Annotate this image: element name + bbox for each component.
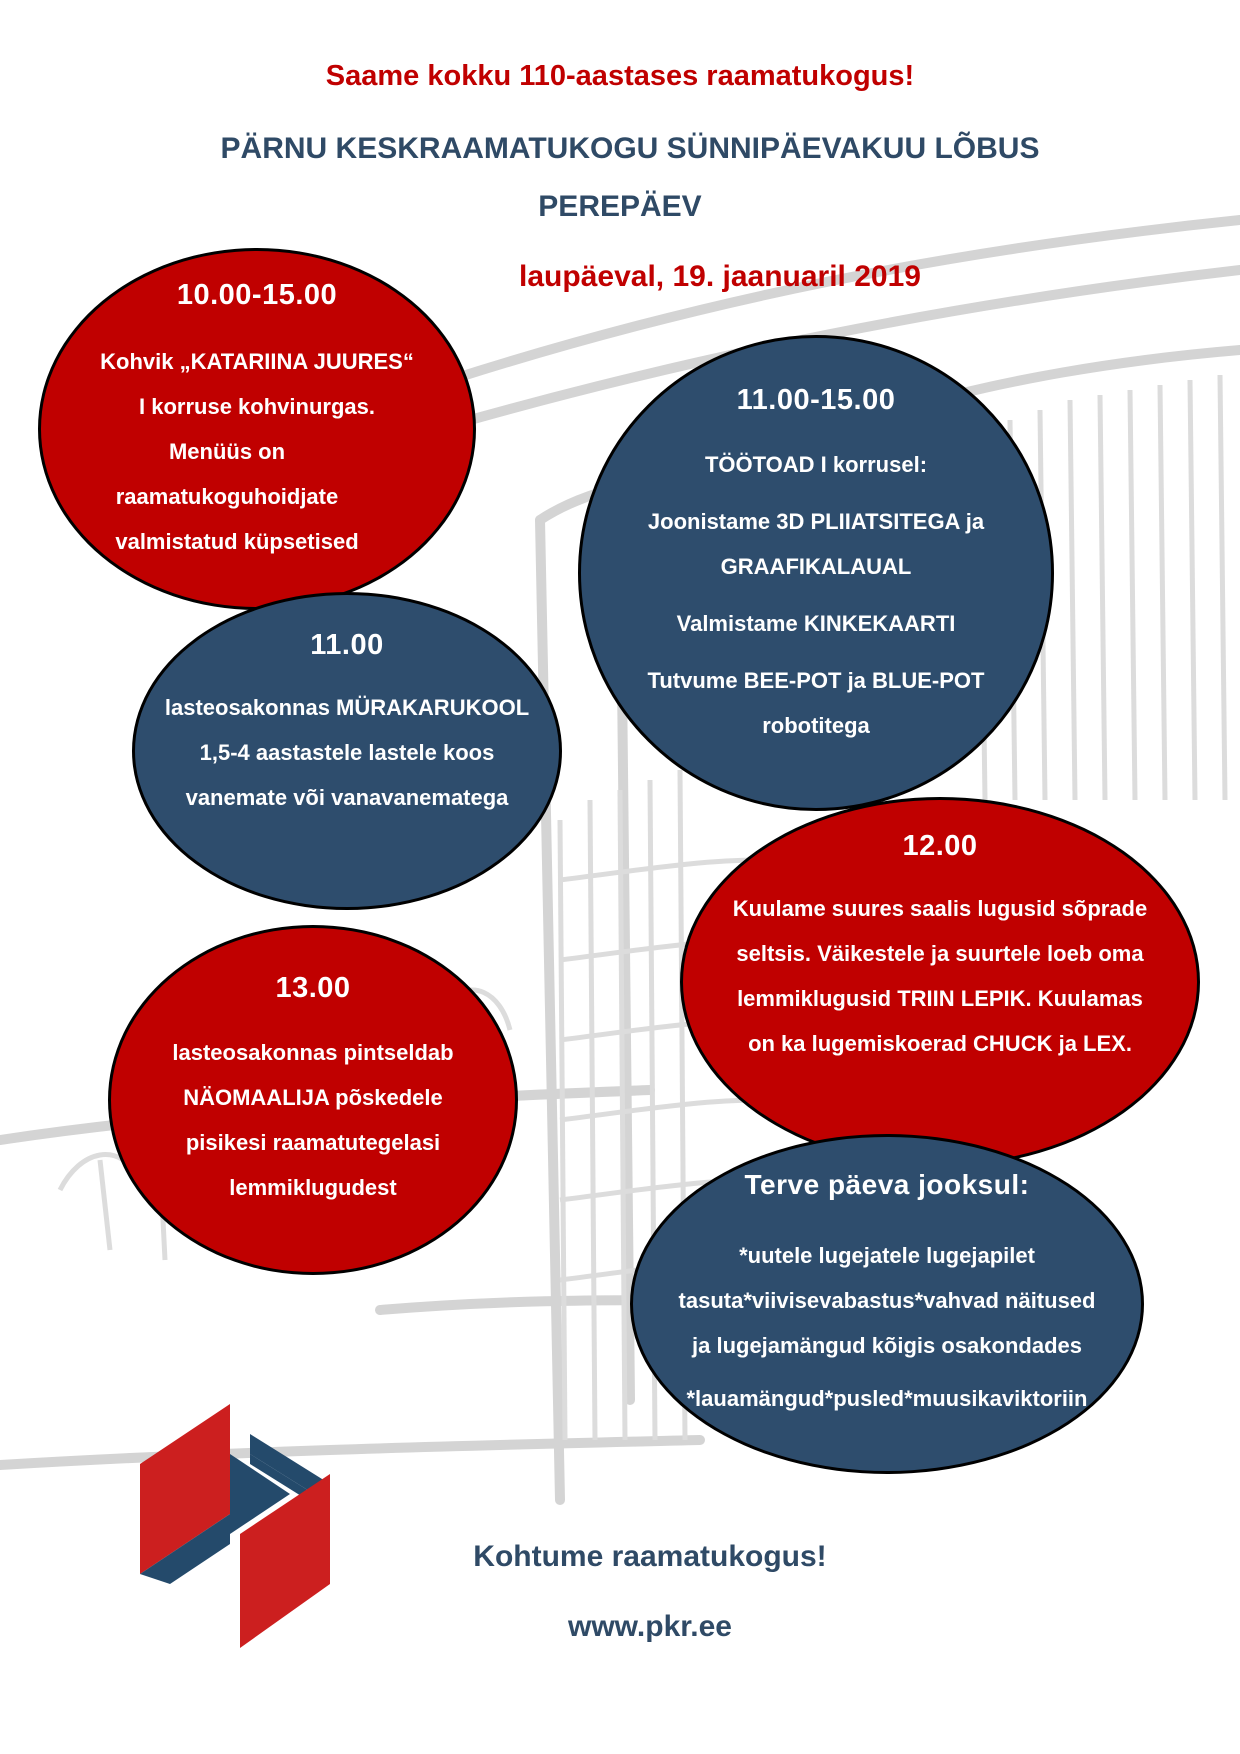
event-bubble-stories (680, 797, 1200, 1167)
event-details (111, 1030, 515, 1210)
event-line: Valmistame KINKEKAARTI (676, 611, 956, 636)
event-line: *uutele lugejatele lugejapilet (739, 1243, 1035, 1268)
event-bubble-murakarukool (132, 592, 562, 910)
event-line: vanemate või vanavanematega (185, 785, 509, 810)
event-time: Terve päeva jooksul: (744, 1169, 1030, 1200)
event-bubble-face-paint (108, 925, 518, 1275)
event-line: Tutvume BEE-POT ja BLUE-POT (647, 668, 985, 693)
event-line: lasteosakonnas MÜRAKARUKOOL (164, 695, 530, 720)
event-time: 12.00 (902, 830, 978, 862)
page-title-line1: PÄRNU KESKRAAMATUKOGU SÜNNIPÄEVAKUU LÕBUS (220, 132, 1040, 165)
event-details (633, 1233, 1141, 1421)
event-line: tasuta*viivisevabastus*vahvad näitused (678, 1288, 1096, 1313)
event-line: I korruse kohvinurgas. (139, 394, 375, 419)
event-line: Joonistame 3D PLIIATSITEGA ja (647, 509, 985, 534)
event-line: *lauamängud*pusled*muusikaviktoriin (686, 1386, 1088, 1411)
event-line: Kuulame suures saalis lugusid sõprade (732, 896, 1148, 921)
event-bubble-cafe (38, 248, 476, 610)
event-details (581, 442, 1051, 748)
event-bubble-all-day (630, 1134, 1144, 1474)
event-line: GRAAFIKALAUAL (720, 554, 912, 579)
event-time: 13.00 (275, 972, 351, 1004)
event-time: 11.00 (310, 629, 384, 661)
event-time: 11.00-15.00 (736, 384, 896, 416)
event-line: lasteosakonnas pintseldab (172, 1040, 454, 1065)
event-line: raamatukoguhoidjate (115, 484, 339, 509)
event-line: Kohvik „KATARIINA JUURES“ (100, 349, 414, 374)
event-line: NÄOMAALIJA põskedele (183, 1085, 443, 1110)
event-line: seltsis. Väikestele ja suurtele loeb oma (736, 941, 1144, 966)
event-line: Menüüs on (168, 439, 286, 464)
event-details (41, 339, 473, 564)
event-details (683, 886, 1197, 1066)
tagline: Saame kokku 110-aastases raamatukogus! (325, 60, 915, 92)
event-line: lemmiklugudest (229, 1175, 397, 1200)
event-details (135, 685, 559, 820)
event-line: on ka lugemiskoerad CHUCK ja LEX. (748, 1031, 1132, 1056)
page-title-line2: PEREPÄEV (538, 190, 702, 223)
event-line: valmistatud küpsetised (115, 529, 359, 554)
event-time: 10.00-15.00 (176, 279, 338, 311)
event-line: TÖÖTOAD I korrusel: (704, 452, 928, 477)
event-bubble-workshops (578, 335, 1054, 811)
website-link[interactable]: www.pkr.ee (568, 1610, 732, 1643)
event-line: ja lugejamängud kõigis osakondades (692, 1333, 1082, 1358)
event-line: robotitega (762, 713, 870, 738)
event-date: laupäeval, 19. jaanuaril 2019 (519, 260, 921, 293)
event-line: 1,5-4 aastastele lastele koos (199, 740, 495, 765)
event-line: pisikesi raamatutegelasi (185, 1130, 441, 1155)
closing-text: Kohtume raamatukogus! (473, 1540, 827, 1573)
event-line: lemmiklugusid TRIIN LEPIK. Kuulamas (737, 986, 1143, 1011)
